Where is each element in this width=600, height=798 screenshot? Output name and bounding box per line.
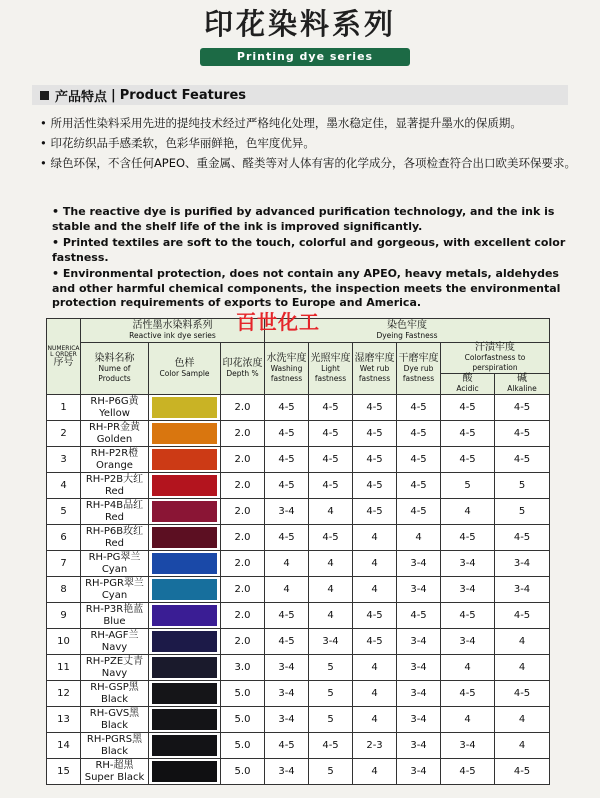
dry-value: 4-5 [397,421,441,447]
header-sample-en: Color Sample [159,368,210,378]
features-en-list [52,205,580,313]
dry-value: 3-4 [397,681,441,707]
color-sample-cell [149,421,221,447]
wash-value: 4-5 [265,603,309,629]
subtitle-banner: Printing dye series [200,48,410,66]
table-row [47,759,550,785]
product-name-cell [81,759,149,785]
color-swatch [152,553,217,574]
header-wet [353,343,397,395]
dry-value: 3-4 [397,759,441,785]
wet-value: 4 [353,759,397,785]
color-swatch [152,657,217,678]
wet-value: 2-3 [353,733,397,759]
table-row [47,707,550,733]
light-value: 4-5 [309,473,353,499]
header-dry-en1: Dye rub [403,363,434,373]
feature-cn-item: • 印花纺织品手感柔软，色彩华丽鲜艳，色牢度优异。 [40,136,315,150]
depth-value: 5.0 [221,733,265,759]
color-swatch [152,423,217,444]
alk-value: 5 [495,499,550,525]
product-name-cell [81,681,149,707]
dry-value: 4-5 [397,447,441,473]
header-sample-cn: 色样 [174,357,195,369]
product-color-name: Red [105,511,124,523]
light-value: 5 [309,759,353,785]
wet-value: 4 [353,681,397,707]
table-row [47,655,550,681]
header-persp-cn: 汗渍牢度 [475,342,515,353]
side-label: NUMERICAL ORDER [47,344,80,358]
product-name-cell [81,655,149,681]
alk-value: 4-5 [495,447,550,473]
light-value: 4-5 [309,421,353,447]
product-name: RH-P4B品红 [85,499,144,511]
depth-value: 2.0 [221,577,265,603]
table-row [47,525,550,551]
header-wash-en1: Washing [270,363,303,373]
product-name: RH-AGF兰 [90,629,139,641]
product-color-name: Red [105,537,124,549]
alk-value: 4 [495,707,550,733]
wash-value: 4-5 [265,733,309,759]
dye-table [46,318,550,785]
color-swatch [152,527,217,548]
wet-value: 4-5 [353,499,397,525]
table-row [47,499,550,525]
wash-value: 3-4 [265,707,309,733]
product-name: RH-PGR翠兰 [85,577,144,589]
header-dry-en2: fastness [402,373,435,383]
feature-en-item: • Environmental protection, does not contain any APEO, heavy metals, aldehydes and other harmful chemical components, the inspection meets the environmental protection requirements of exports to Europe and America. [52,267,561,309]
wash-value: 4-5 [265,473,309,499]
row-number: 11 [47,655,81,681]
page-title: 印花染料系列 [203,7,396,41]
row-number: 2 [47,421,81,447]
product-name-cell [81,421,149,447]
alk-value: 4-5 [495,681,550,707]
header-fastness-en: Dyeing Fastness [376,330,438,340]
dry-value: 3-4 [397,655,441,681]
wash-value: 4-5 [265,447,309,473]
wash-value: 4-5 [265,525,309,551]
table-row [47,681,550,707]
color-sample-cell [149,395,221,421]
product-name-cell [81,499,149,525]
product-color-name: Golden [96,433,133,445]
header-name-en2: Products [98,373,131,383]
product-color-name: Black [100,719,129,731]
alk-value: 4 [495,655,550,681]
wash-value: 4-5 [265,629,309,655]
dry-value: 3-4 [397,707,441,733]
product-name-cell [81,733,149,759]
wet-value: 4-5 [353,629,397,655]
row-number: 6 [47,525,81,551]
wet-value: 4 [353,551,397,577]
color-swatch [152,397,217,418]
depth-value: 2.0 [221,629,265,655]
acid-value: 4-5 [441,759,495,785]
row-number: 1 [47,395,81,421]
product-name-cell [81,551,149,577]
header-depth [221,343,265,395]
product-color-name: Red [105,485,124,497]
acid-value: 3-4 [441,551,495,577]
product-name-cell [81,447,149,473]
product-name-cell [81,577,149,603]
depth-value: 2.0 [221,473,265,499]
acid-value: 4-5 [441,603,495,629]
header-depth-cn: 印花浓度 [222,357,263,369]
header-sample [149,343,221,395]
row-number: 14 [47,733,81,759]
color-swatch [152,475,217,496]
header-name-en1: Nume of [98,363,131,373]
product-name: RH-PG翠兰 [88,551,141,563]
header-wet-en2: fastness [358,373,391,383]
depth-value: 2.0 [221,421,265,447]
header-wet-cn: 湿磨牢度 [354,352,395,364]
depth-value: 2.0 [221,447,265,473]
dry-value: 4-5 [397,499,441,525]
alk-value: 4-5 [495,759,550,785]
product-name: RH-P6B玫红 [85,525,144,537]
section-header [32,85,568,105]
header-perspiration [441,343,550,374]
feature-en-item: • The reactive dye is purified by advanced purification technology, and the ink is stable and the shelf life of the ink is improved significantly. [52,205,555,233]
acid-value: 5 [441,473,495,499]
header-alk-en: Alkaline [507,384,537,393]
wash-value: 4-5 [265,395,309,421]
product-name-cell [81,395,149,421]
product-name-cell [81,707,149,733]
color-sample-cell [149,447,221,473]
depth-value: 3.0 [221,655,265,681]
light-value: 3-4 [309,629,353,655]
acid-value: 4-5 [441,681,495,707]
light-value: 4-5 [309,733,353,759]
section-title-en: Product Features [119,87,247,103]
header-number: 序号 [53,356,74,368]
header-wet-en1: Wet rub [359,363,390,373]
wash-value: 3-4 [265,499,309,525]
header-wash [265,343,309,395]
wash-value: 3-4 [265,655,309,681]
header-acid [441,374,495,395]
color-sample-cell [149,577,221,603]
dry-value: 4-5 [397,395,441,421]
section-title-cn: 产品特点 [55,89,108,105]
dry-value: 3-4 [397,629,441,655]
acid-value: 3-4 [441,733,495,759]
acid-value: 4 [441,655,495,681]
alk-value: 4 [495,733,550,759]
header-wash-cn: 水洗牢度 [266,352,307,364]
wet-value: 4 [353,577,397,603]
alk-value: 4 [495,629,550,655]
color-sample-cell [149,499,221,525]
depth-value: 5.0 [221,759,265,785]
color-sample-cell [149,655,221,681]
table-row [47,421,550,447]
wash-value: 3-4 [265,759,309,785]
alk-value: 3-4 [495,577,550,603]
product-name: RH-GVS黑 [89,707,140,719]
header-light-cn: 光照牢度 [310,352,351,364]
row-number: 4 [47,473,81,499]
wet-value: 4-5 [353,447,397,473]
row-number: 12 [47,681,81,707]
product-color-name: Navy [101,667,128,679]
dry-value: 4-5 [397,603,441,629]
table-row [47,603,550,629]
row-number: 5 [47,499,81,525]
row-number: 13 [47,707,81,733]
dry-value: 4-5 [397,473,441,499]
color-sample-cell [149,681,221,707]
color-swatch [152,449,217,470]
table-row [47,551,550,577]
header-alk-cn: 碱 [517,373,527,384]
light-value: 4 [309,577,353,603]
light-value: 4-5 [309,447,353,473]
row-number: 7 [47,551,81,577]
wash-value: 4-5 [265,421,309,447]
color-swatch [152,735,217,756]
acid-value: 4 [441,499,495,525]
product-name-cell [81,629,149,655]
square-bullet-icon [40,91,49,100]
product-color-name: Yellow [99,407,130,419]
header-name [81,343,149,395]
product-name: RH-PGRS黑 [86,733,143,745]
table-row [47,395,550,421]
color-swatch [152,709,217,730]
light-value: 4 [309,603,353,629]
product-name: RH-PZE丈青 [85,655,144,667]
product-name: RH-超黑 [95,759,134,771]
color-swatch [152,683,217,704]
color-sample-cell [149,603,221,629]
product-color-name: Cyan [101,589,128,601]
dry-value: 3-4 [397,733,441,759]
alk-value: 4-5 [495,603,550,629]
header-number-cell [47,319,81,395]
product-name-cell [81,473,149,499]
color-sample-cell [149,707,221,733]
color-sample-cell [149,759,221,785]
product-name: RH-GSP黑 [90,681,139,693]
acid-value: 4-5 [441,395,495,421]
color-sample-cell [149,473,221,499]
header-persp-en1: Colorfastness to [464,353,526,362]
light-value: 4 [309,499,353,525]
color-sample-cell [149,551,221,577]
product-name: RH-P2R橙 [90,447,139,459]
alk-value: 5 [495,473,550,499]
color-swatch [152,605,217,626]
wet-value: 4-5 [353,421,397,447]
product-color-name: Black [100,693,129,705]
acid-value: 4-5 [441,447,495,473]
table-row [47,733,550,759]
depth-value: 5.0 [221,707,265,733]
product-color-name: Cyan [101,563,128,575]
color-swatch [152,761,217,782]
wet-value: 4 [353,707,397,733]
depth-value: 2.0 [221,525,265,551]
wet-value: 4 [353,525,397,551]
header-group-en: Reactive ink dye series [129,330,216,340]
header-acid-cn: 酸 [462,373,473,384]
depth-value: 2.0 [221,603,265,629]
header-fastness-cn: 染色牢度 [387,319,427,331]
dry-value: 3-4 [397,551,441,577]
color-swatch [152,579,217,600]
header-acid-en: Acidic [456,384,479,393]
depth-value: 2.0 [221,395,265,421]
color-sample-cell [149,525,221,551]
depth-value: 5.0 [221,681,265,707]
product-name: RH-P3R艳蓝 [85,603,144,615]
dry-value: 3-4 [397,577,441,603]
row-number: 9 [47,603,81,629]
wet-value: 4 [353,655,397,681]
dry-value: 4 [397,525,441,551]
header-light-en1: Light [321,363,340,373]
product-color-name: Black [100,745,129,757]
header-group-cn: 活性墨水染料系列 [132,319,213,331]
feature-cn-item: • 所用活性染料采用先进的提纯技术经过严格纯化处理，墨水稳定佳，显著提升墨水的保质期。 [40,116,522,130]
product-color-name: Navy [101,641,128,653]
section-separator: | [111,87,116,103]
row-number: 10 [47,629,81,655]
wet-value: 4-5 [353,473,397,499]
product-color-name: Blue [103,615,126,627]
row-number: 3 [47,447,81,473]
wash-value: 4 [265,551,309,577]
header-depth-en: Depth % [226,368,259,378]
light-value: 5 [309,707,353,733]
header-dry [397,343,441,395]
acid-value: 4-5 [441,525,495,551]
table-row [47,577,550,603]
header-alkaline [495,374,550,395]
wet-value: 4-5 [353,395,397,421]
alk-value: 4-5 [495,525,550,551]
product-name-cell [81,525,149,551]
product-name: RH-P6G黄 [90,395,139,407]
light-value: 5 [309,655,353,681]
table-row [47,473,550,499]
header-persp-en2: perspiration [472,363,518,372]
alk-value: 3-4 [495,551,550,577]
product-name: RH-PR金黄 [88,421,141,433]
product-name: RH-P2B大红 [85,473,144,485]
wet-value: 4-5 [353,603,397,629]
color-swatch [152,501,217,522]
wash-value: 3-4 [265,681,309,707]
light-value: 5 [309,681,353,707]
acid-value: 4-5 [441,421,495,447]
header-light [309,343,353,395]
wash-value: 4 [265,577,309,603]
header-wash-en2: fastness [270,373,303,383]
table-row [47,447,550,473]
product-color-name: Super Black [84,771,145,783]
light-value: 4-5 [309,395,353,421]
header-dry-cn: 干磨牢度 [398,352,439,364]
alk-value: 4-5 [495,421,550,447]
feature-en-item: • Printed textiles are soft to the touch, colorful and gorgeous, with excellent color fastness. [52,236,566,264]
header-light-en2: fastness [314,373,347,383]
color-sample-cell [149,733,221,759]
acid-value: 4 [441,707,495,733]
depth-value: 2.0 [221,551,265,577]
row-number: 8 [47,577,81,603]
light-value: 4-5 [309,525,353,551]
product-color-name: Orange [96,459,133,471]
color-swatch [152,631,217,652]
product-name-cell [81,603,149,629]
feature-cn-item: • 绿色环保，不含任何APEO、重金属、醛类等对人体有害的化学成分，各项检查符合出口欧美环保要求。 [40,156,577,170]
alk-value: 4-5 [495,395,550,421]
watermark: 百世化工 [236,310,320,334]
table-row [47,629,550,655]
color-sample-cell [149,629,221,655]
features-cn-list [40,114,585,174]
row-number: 15 [47,759,81,785]
depth-value: 2.0 [221,499,265,525]
acid-value: 3-4 [441,629,495,655]
light-value: 4 [309,551,353,577]
acid-value: 3-4 [441,577,495,603]
header-name-cn: 染料名称 [94,352,135,364]
